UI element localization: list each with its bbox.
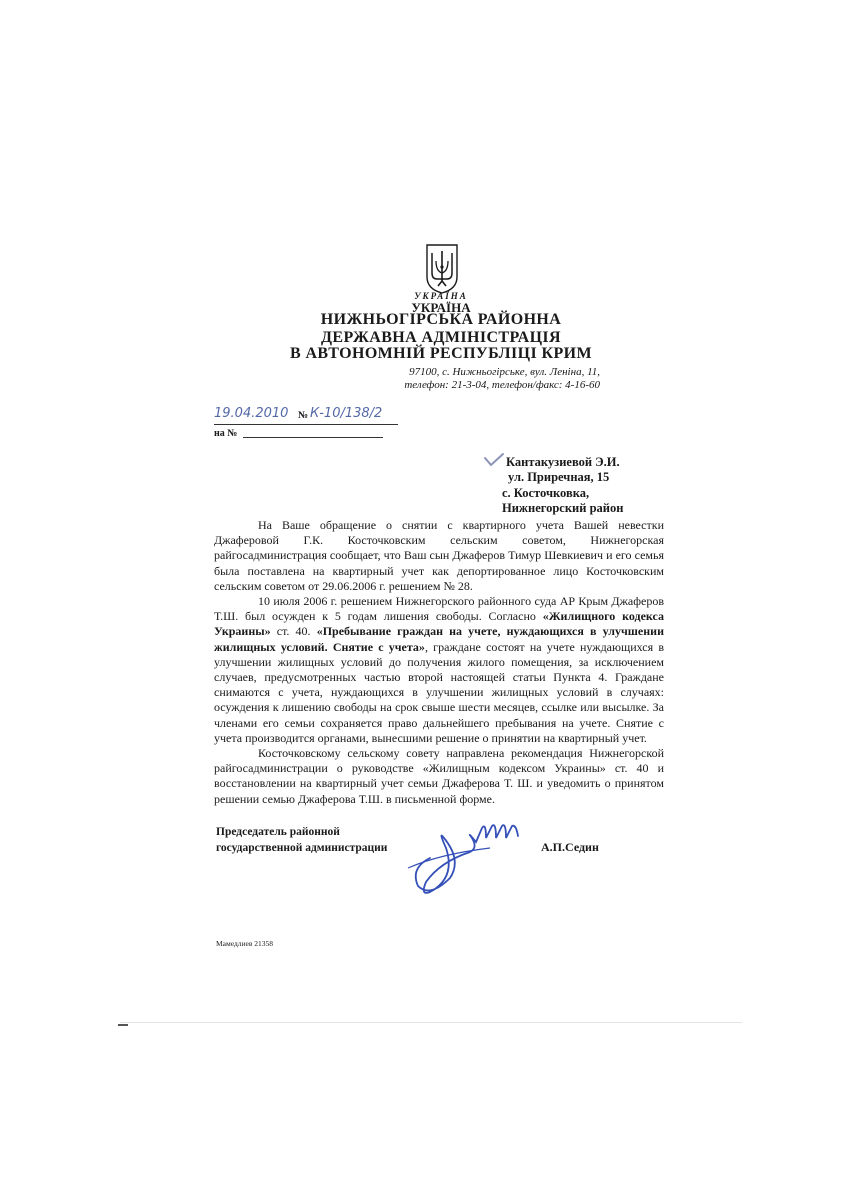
handwritten-signature: [400, 808, 530, 900]
recipient-village: с. Косточковка,: [502, 486, 590, 500]
outgoing-date: 19.04.2010: [214, 406, 289, 421]
executor-note: Мамедлиев 21358: [216, 939, 274, 948]
header-org-line-2: ДЕРЖАВНА АДМІНІСТРАЦІЯ: [320, 329, 562, 346]
reply-to-label: на №: [214, 428, 238, 439]
letter-body: [214, 518, 664, 807]
body-paragraph-2: [214, 594, 664, 746]
page-edge-mark: [118, 1024, 128, 1026]
outgoing-number-label: №: [298, 410, 309, 421]
header-phone: телефон: 21-3-04, телефон/факс: 4-16-60: [404, 379, 600, 391]
header-country-small: УКРАЇНА: [414, 291, 468, 301]
code-title: «Жилищного кодекса Украины»: [214, 609, 664, 639]
body-paragraph-1: На Ваше обращение о снятии с квартирного учета Вашей невестки Джаферовой Г.К. Косточковским сельским советом, Нижнегорская райгосадминистрация сообщает, что Ваш сын Джаферов Тимур Шевкиевич и его семья была поставлена на квартирный учет как депортированное лицо Косточковским сельским советом от 29.06.2006 г. решением № 28.: [214, 518, 664, 593]
outgoing-underline: [214, 424, 398, 425]
para-2-part-c: ст. 40.: [270, 624, 317, 639]
signatory-title-line-2: государственной администрации: [216, 842, 388, 854]
recipient-district: Нижнегорский район: [502, 501, 624, 515]
trident-emblem-icon: [425, 243, 459, 295]
page-fold: [120, 1022, 742, 1023]
header-org-line-3: В АВТОНОМНІЙ РЕСПУБЛІЦІ КРИМ: [289, 345, 592, 362]
para-2-part-a: 10 июля 2006 г. решением Нижнегорского районного суда АР Крым Джаферов Т.Ш. был осужден к 5 годам лишения свободы. Согласно: [214, 594, 664, 624]
header-org-line-1: НИЖНЬОГІРСЬКА РАЙОННА: [320, 311, 562, 328]
body-paragraph-3: Косточковскому сельскому совету направлена рекомендация Нижнегорской райгосадминистрации о руководстве «Жилищным кодексом Украины» ст. 40 и восстановлении на квартирный учет семьи Джаферова Т. Ш. и уведомить о принятом решении семью Джаферова Т.Ш. в письменной форме.: [214, 746, 664, 806]
signatory-title-line-1: Председатель районной: [216, 826, 340, 838]
reply-to-underline: [243, 437, 383, 438]
outgoing-reference: [214, 408, 414, 426]
header-country: УКРАЇНА: [411, 300, 471, 315]
checkmark-icon: [483, 452, 505, 468]
article-title: «Пребывание граждан на учете, нуждающихся в улучшении жилищных условий. Снятие с учета»: [214, 624, 664, 654]
signer-name: А.П.Седин: [541, 840, 599, 854]
outgoing-number: К-10/138/2: [310, 406, 383, 421]
recipient-street: ул. Приречная, 15: [508, 470, 610, 484]
recipient-name: Кантакузиевой Э.И.: [506, 455, 620, 469]
header-address: 97100, с. Нижньогірське, вул. Леніна, 11,: [409, 366, 600, 378]
para-2-part-e: , граждане состоят на учете нуждающихся в улучшении жилищных условий до получения жилого помещения, за исключением случаев, предусмотренных частью второй настоящей статьи Пункта 4. Граждане снимаются с учета, нуждающихся в улучшении жилищных условий в случаях: осуждения к лишению свободы на срок свыше шести месяцев, ссылке или высылке. За членами его семьи сохраняется право дальнейшего пребывания на учете. Снятие с учета производится органами, вынесшими решение о принятии на квартирный учет.: [214, 639, 665, 745]
